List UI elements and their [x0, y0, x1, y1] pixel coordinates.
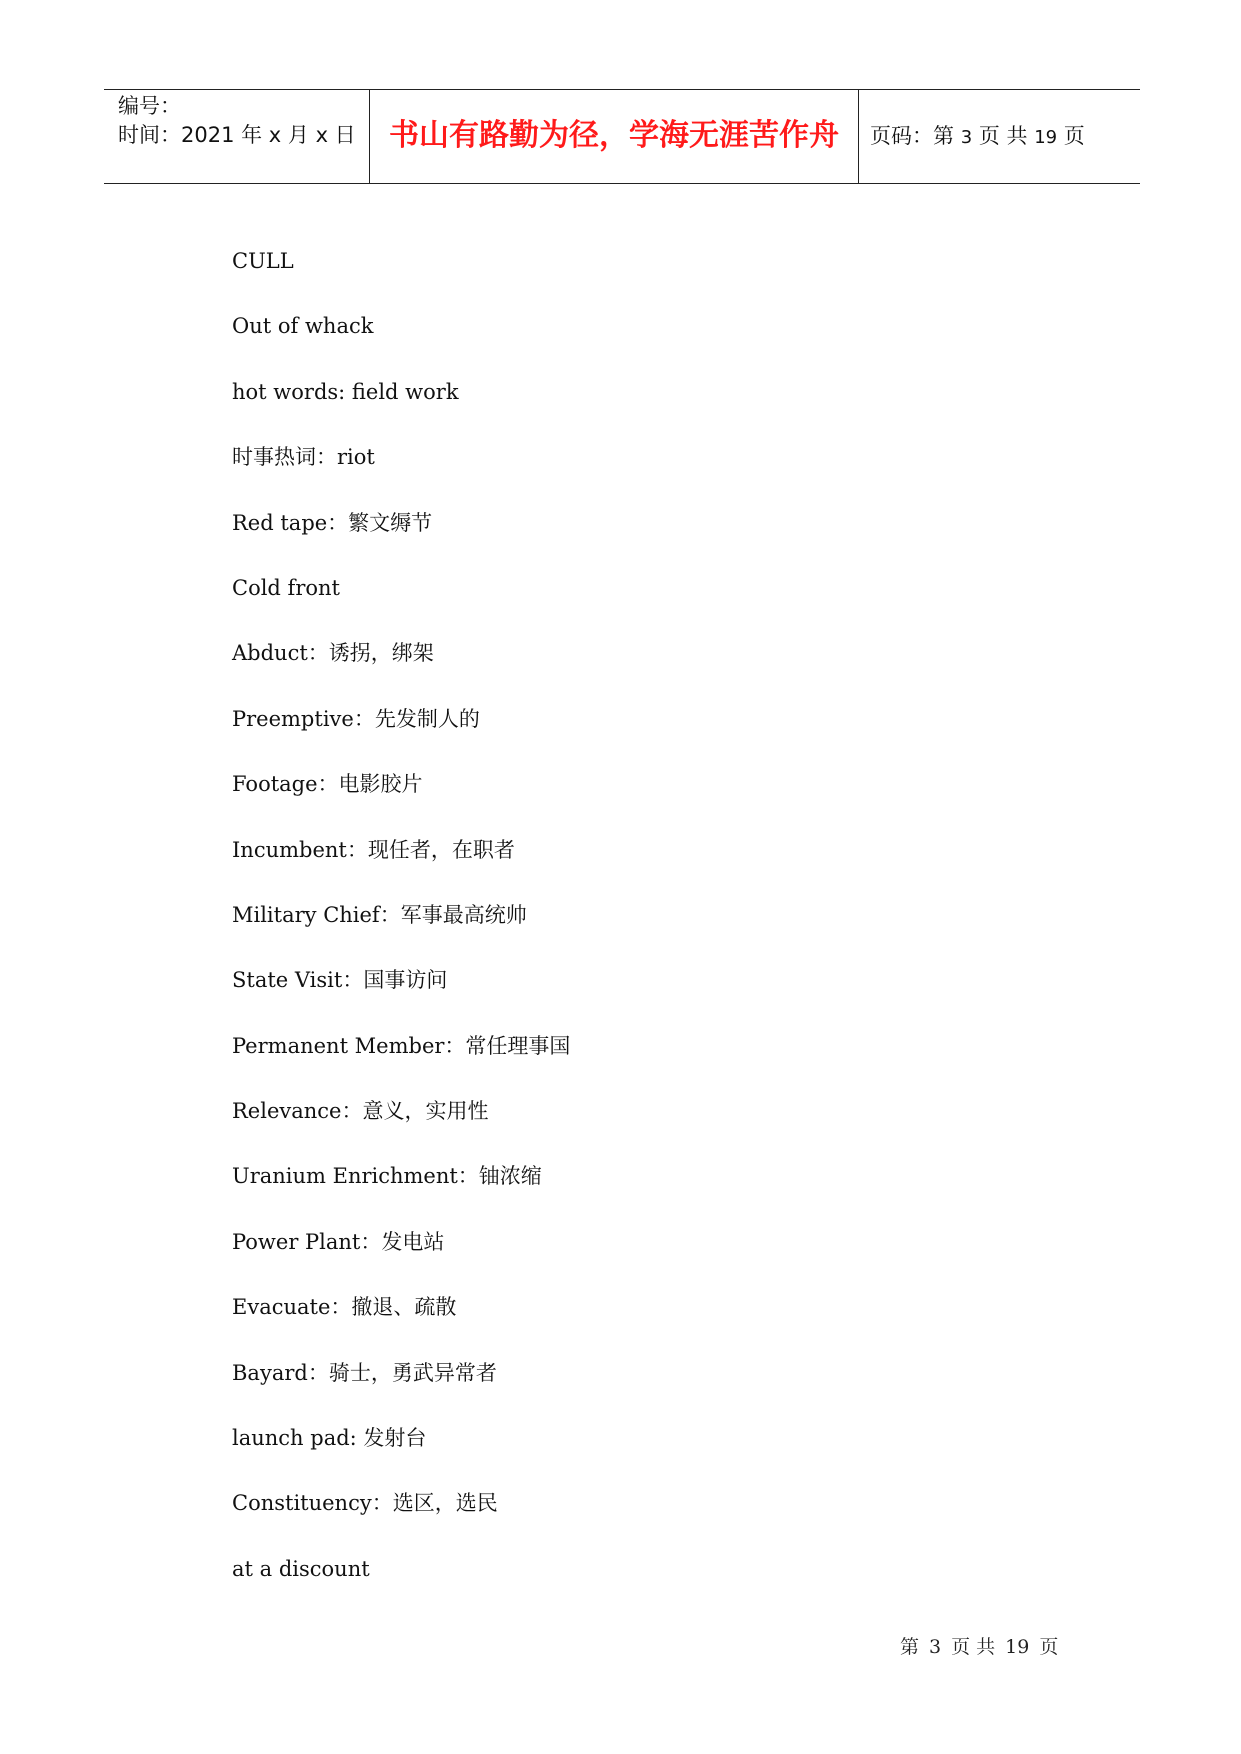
footer-page-number [900, 1634, 1080, 1660]
header-divider-left [369, 89, 370, 183]
list-item: Power Plant：发电站 [232, 1229, 445, 1254]
list-item: at a discount [232, 1556, 370, 1581]
list-item: hot words: field work [232, 379, 459, 404]
list-item: Constituency：选区，选民 [232, 1491, 498, 1516]
list-item: Evacuate：撤退、疏散 [232, 1295, 457, 1320]
list-item: Abduct：诱拐，绑架 [232, 641, 434, 666]
footer-suffix: 页 [1039, 1636, 1059, 1658]
list-item: 时事热词：riot [232, 445, 375, 470]
footer-prefix: 第 [900, 1636, 920, 1658]
list-item: Uranium Enrichment：铀浓缩 [232, 1164, 542, 1189]
page-label-mid: 页 共 [978, 124, 1028, 148]
header-motto: 书山有路勤为径，学海无涯苦作舟 [389, 118, 839, 153]
page-label-suffix: 页 [1063, 124, 1085, 148]
list-item: CULL [232, 249, 294, 273]
header-page-info [870, 121, 1140, 153]
list-item: Cold front [232, 575, 340, 600]
page-current: 3 [960, 127, 973, 148]
list-item: launch pad: 发射台 [232, 1426, 427, 1451]
header-top-rule [104, 89, 1140, 90]
page-total: 19 [1034, 127, 1058, 148]
list-item: Footage：电影胶片 [232, 772, 423, 797]
list-item: Bayard：骑士，勇武异常者 [232, 1360, 497, 1385]
footer-total: 19 [1005, 1636, 1030, 1658]
list-item: Incumbent：现任者，在职者 [232, 837, 515, 862]
list-item: Red tape：繁文缛节 [232, 510, 433, 535]
list-item: Out of whack [232, 314, 374, 339]
header-divider-right [858, 89, 859, 183]
footer-current: 3 [929, 1636, 942, 1658]
list-item: Permanent Member：常任理事国 [232, 1033, 571, 1058]
number-label: 编号： [118, 94, 181, 118]
header-bottom-rule [104, 183, 1140, 184]
time-label: 时间：2021 年 x 月 x 日 [118, 123, 356, 147]
header-info [118, 92, 363, 150]
page-label-prefix: 页码：第 [870, 124, 954, 148]
list-item: State Visit：国事访问 [232, 968, 448, 993]
list-item: Relevance：意义，实用性 [232, 1099, 489, 1124]
footer-mid: 页 共 [951, 1636, 996, 1658]
vocabulary-list [232, 243, 1082, 1616]
list-item: Preemptive：先发制人的 [232, 706, 480, 731]
list-item: Military Chief：军事最高统帅 [232, 902, 527, 927]
